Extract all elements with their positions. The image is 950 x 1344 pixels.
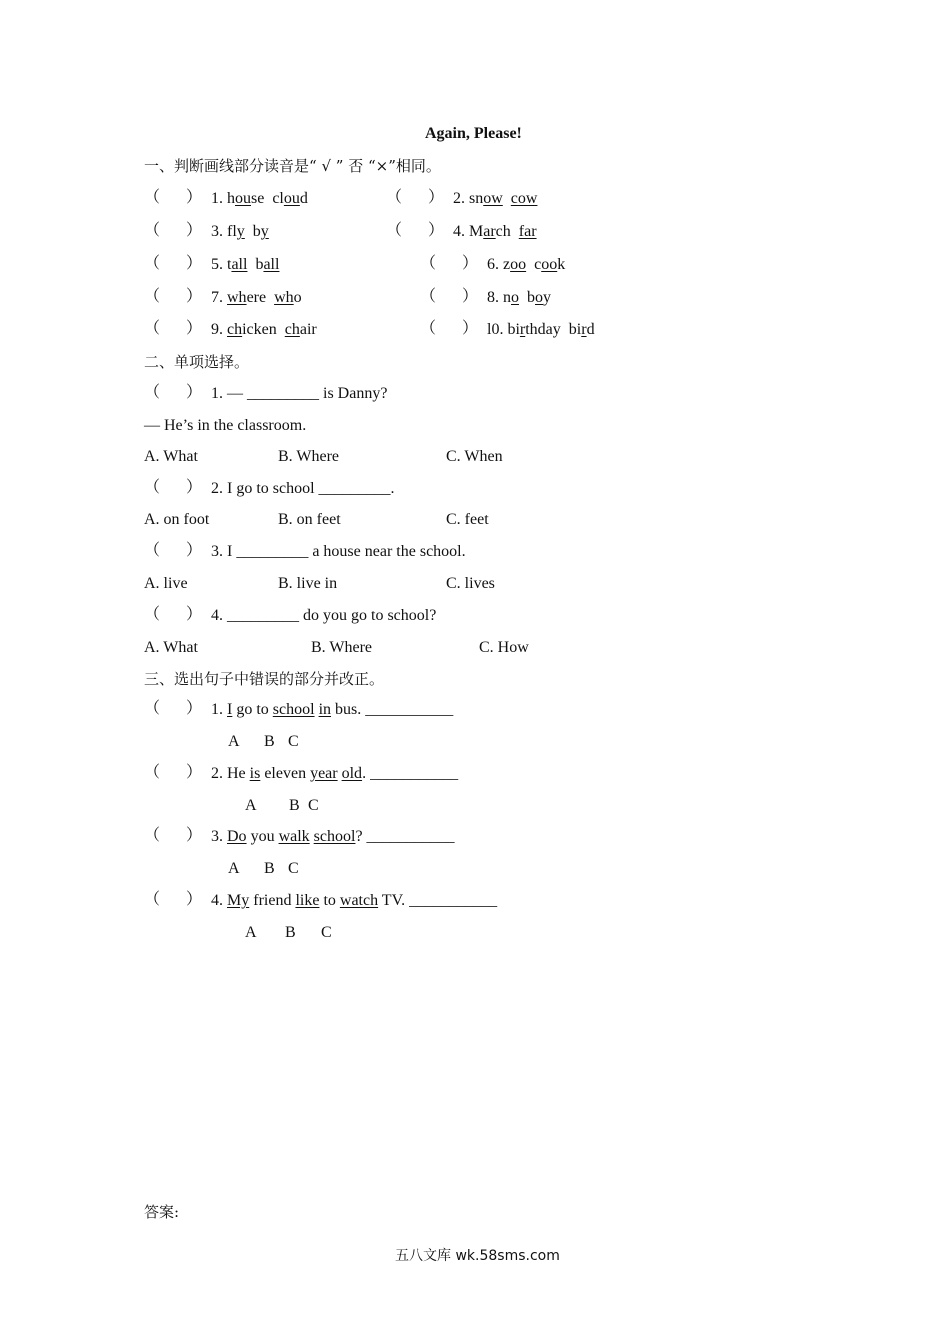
underlined-part: is bbox=[249, 765, 261, 782]
underlined-part: r bbox=[519, 321, 526, 338]
answer-blank-close: ） bbox=[428, 189, 445, 206]
text-part: sn bbox=[469, 190, 484, 207]
option-a: A. on foot bbox=[144, 511, 210, 528]
underlined-part: watch bbox=[339, 892, 379, 909]
answer-blank-close: ） bbox=[186, 222, 203, 239]
underlined-part: I bbox=[227, 701, 233, 718]
text-part: He bbox=[227, 765, 250, 782]
option-letter: C bbox=[321, 924, 332, 941]
text-part: bus. ___________ bbox=[331, 701, 454, 718]
answer-blank-open: （ bbox=[144, 222, 161, 239]
answer-blank-open: （ bbox=[386, 222, 403, 239]
text-part: M bbox=[469, 223, 484, 240]
underlined-part: ch bbox=[227, 321, 243, 338]
question-text bbox=[211, 255, 279, 275]
text-part: d bbox=[299, 190, 308, 207]
option-a: A. What bbox=[144, 448, 198, 465]
question-text bbox=[453, 222, 537, 242]
underlined-part: all bbox=[263, 256, 280, 273]
question-text: 3. I _________ a house near the school. bbox=[211, 543, 466, 560]
answer-blank-close: ） bbox=[186, 255, 203, 272]
underlined-part: all bbox=[231, 256, 248, 273]
answer-blank-close: ） bbox=[186, 891, 203, 908]
answer-blank-open: （ bbox=[144, 542, 161, 559]
section1-heading: 一、判断画线部分读音是“ √ ” 否 “×”相同。 bbox=[144, 157, 441, 175]
item-number: l0. bbox=[487, 321, 508, 338]
option-letter: A bbox=[245, 797, 257, 814]
option-letter: A bbox=[245, 924, 257, 941]
option-letter: C bbox=[288, 733, 299, 750]
text-part: y bbox=[543, 289, 551, 306]
item-number: 7. bbox=[211, 289, 227, 306]
option-c: C. feet bbox=[446, 511, 489, 528]
question-text: 4. _________ do you go to school? bbox=[211, 607, 437, 624]
underlined-part: y bbox=[236, 223, 245, 240]
text-part: bi bbox=[507, 321, 520, 338]
text-part: h bbox=[227, 190, 235, 207]
underlined-part: wh bbox=[227, 289, 247, 306]
underlined-part: school bbox=[272, 701, 315, 718]
answer-blank-close: ） bbox=[186, 288, 203, 305]
option-letter: B bbox=[264, 733, 275, 750]
option-b: B. Where bbox=[311, 639, 373, 656]
answer-blank-open: （ bbox=[144, 479, 161, 496]
underlined-part: Do bbox=[227, 828, 247, 845]
answer-blank-open: （ bbox=[144, 606, 161, 623]
option-c: C. How bbox=[479, 639, 529, 656]
text-part: se cl bbox=[251, 190, 284, 207]
text-part: z bbox=[503, 256, 511, 273]
answer-blank-open: （ bbox=[144, 827, 161, 844]
question-text: — He’s in the classroom. bbox=[144, 417, 307, 434]
section2-heading: 二、单项选择。 bbox=[144, 353, 250, 371]
underlined-part: school bbox=[313, 828, 356, 845]
text-part bbox=[503, 190, 511, 207]
option-letter: A bbox=[228, 860, 240, 877]
question-text bbox=[211, 891, 497, 911]
option-letter: A bbox=[228, 733, 240, 750]
question-text bbox=[211, 189, 308, 209]
answer-blank-close: ） bbox=[186, 827, 203, 844]
option-letter: B bbox=[289, 797, 300, 814]
text-part: n bbox=[503, 289, 511, 306]
underlined-part: ou bbox=[235, 190, 251, 207]
text-part: ere bbox=[246, 289, 275, 306]
underlined-part: in bbox=[318, 701, 332, 718]
answer-blank-close: ） bbox=[462, 320, 479, 337]
text-part: friend bbox=[249, 892, 296, 909]
answer-blank-open: （ bbox=[144, 891, 161, 908]
item-number: 1. bbox=[211, 701, 227, 718]
answer-blank-close: ） bbox=[186, 189, 203, 206]
answer-blank-close: ） bbox=[186, 384, 203, 401]
text-part: . ___________ bbox=[362, 765, 459, 782]
underlined-part: My bbox=[227, 892, 250, 909]
text-part: b bbox=[247, 256, 264, 273]
answer-blank-close: ） bbox=[462, 255, 479, 272]
answer-blank-close: ） bbox=[428, 222, 445, 239]
answer-label: 答案: bbox=[144, 1203, 180, 1221]
item-number: 6. bbox=[487, 256, 503, 273]
underlined-part: wh bbox=[274, 289, 294, 306]
question-text bbox=[211, 700, 453, 720]
answer-blank-open: （ bbox=[144, 288, 161, 305]
item-number: 5. bbox=[211, 256, 227, 273]
answer-blank-close: ） bbox=[186, 764, 203, 781]
option-c: C. lives bbox=[446, 575, 495, 592]
option-c: C. When bbox=[446, 448, 503, 465]
question-text bbox=[211, 288, 302, 308]
item-number: 3. bbox=[211, 828, 227, 845]
text-part: b bbox=[519, 289, 535, 306]
underlined-part: like bbox=[295, 892, 320, 909]
option-letter: B bbox=[285, 924, 296, 941]
text-part: to bbox=[319, 892, 340, 909]
underlined-part: oo bbox=[510, 256, 527, 273]
answer-blank-close: ） bbox=[186, 542, 203, 559]
underlined-part: oo bbox=[541, 256, 558, 273]
question-text: 2. I go to school _________. bbox=[211, 480, 395, 497]
answer-blank-open: （ bbox=[144, 700, 161, 717]
item-number: 9. bbox=[211, 321, 227, 338]
answer-blank-open: （ bbox=[420, 288, 437, 305]
text-part: eleven bbox=[260, 765, 311, 782]
underlined-part: o bbox=[511, 289, 519, 306]
footer-watermark: 五八文库 wk.58sms.com bbox=[395, 1248, 560, 1264]
answer-blank-close: ） bbox=[462, 288, 479, 305]
underlined-part: o bbox=[535, 289, 543, 306]
answer-blank-open: （ bbox=[144, 384, 161, 401]
item-number: 4. bbox=[453, 223, 469, 240]
underlined-part: year bbox=[310, 765, 338, 782]
answer-blank-open: （ bbox=[420, 255, 437, 272]
text-part: ? ___________ bbox=[355, 828, 455, 845]
answer-blank-close: ） bbox=[186, 700, 203, 717]
text-part: fl bbox=[227, 223, 237, 240]
item-number: 1. bbox=[211, 190, 227, 207]
answer-blank-open: （ bbox=[144, 255, 161, 272]
question-text bbox=[211, 764, 458, 784]
question-text bbox=[211, 320, 317, 340]
answer-blank-close: ） bbox=[186, 606, 203, 623]
underlined-part: cow bbox=[510, 190, 538, 207]
item-number: 2. bbox=[453, 190, 469, 207]
option-b: B. Where bbox=[278, 448, 340, 465]
option-a: A. live bbox=[144, 575, 188, 592]
text-part: TV. ___________ bbox=[378, 892, 498, 909]
underlined-part: r bbox=[581, 321, 587, 338]
text-part: o bbox=[293, 289, 302, 306]
underlined-part: ch bbox=[284, 321, 300, 338]
answer-blank-close: ） bbox=[186, 479, 203, 496]
question-text bbox=[487, 255, 565, 275]
section3-heading: 三、选出句子中错误的部分并改正。 bbox=[144, 670, 385, 688]
underlined-part: walk bbox=[278, 828, 310, 845]
answer-blank-open: （ bbox=[386, 189, 403, 206]
option-letter: C bbox=[288, 860, 299, 877]
underlined-part: ow bbox=[483, 190, 503, 207]
text-part: ch bbox=[495, 223, 519, 240]
item-number: 3. bbox=[211, 223, 227, 240]
answer-blank-open: （ bbox=[144, 189, 161, 206]
underlined-part: old bbox=[341, 765, 363, 782]
answer-blank-open: （ bbox=[144, 764, 161, 781]
option-letter: B bbox=[264, 860, 275, 877]
option-a: A. What bbox=[144, 639, 198, 656]
option-letter: C bbox=[308, 797, 319, 814]
answer-blank-close: ） bbox=[186, 320, 203, 337]
answer-blank-open: （ bbox=[420, 320, 437, 337]
item-number: 8. bbox=[487, 289, 503, 306]
question-text: 1. — _________ is Danny? bbox=[211, 385, 388, 402]
underlined-part: far bbox=[518, 223, 537, 240]
item-number: 4. bbox=[211, 892, 227, 909]
question-text bbox=[211, 222, 269, 242]
text-part: thday bi bbox=[525, 321, 582, 338]
text-part: c bbox=[526, 256, 542, 273]
option-b: B. live in bbox=[278, 575, 338, 592]
text-part: k bbox=[557, 256, 566, 273]
question-text bbox=[211, 827, 455, 847]
answer-blank-open: （ bbox=[144, 320, 161, 337]
question-text bbox=[487, 320, 595, 340]
text-part: b bbox=[244, 223, 261, 240]
underlined-part: ou bbox=[283, 190, 300, 207]
page-title: Again, Please! bbox=[425, 125, 522, 142]
text-part: you bbox=[246, 828, 279, 845]
underlined-part: y bbox=[260, 223, 269, 240]
item-number: 2. bbox=[211, 765, 227, 782]
question-text bbox=[487, 288, 551, 308]
text-part: icken bbox=[242, 321, 285, 338]
question-text bbox=[453, 189, 537, 209]
text-part: d bbox=[586, 321, 595, 338]
option-b: B. on feet bbox=[278, 511, 341, 528]
text-part: go to bbox=[232, 701, 273, 718]
text-part: air bbox=[299, 321, 317, 338]
text-part: t bbox=[227, 256, 232, 273]
underlined-part: ar bbox=[483, 223, 496, 240]
